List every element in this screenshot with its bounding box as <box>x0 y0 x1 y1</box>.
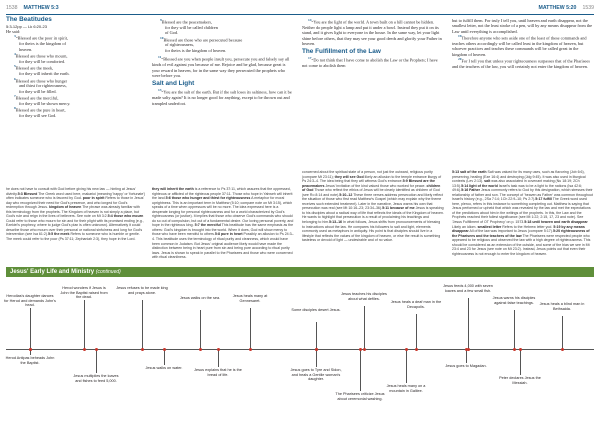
study-notes-col-1 <box>6 187 146 264</box>
note-text: he does not have to consult with God before giving his new law — hinting at Jesus' divinity. <box>6 187 136 196</box>
beatitude-lines <box>6 34 146 118</box>
note-heading: 5:5 the meek <box>48 232 70 237</box>
note-text: The phrase was already familiar with this terminology from the prophets. The Kingdom of heaven is not simply a place, but God's rule and reign in the lives of believers. See note on Mt 3:2. <box>6 205 140 219</box>
section-heading-fulfillment: The Fulfillment of the Law <box>302 48 381 56</box>
poetry-line <box>6 94 146 101</box>
timeline-event: Jesus heals many on a mountain in Galilee. <box>386 384 426 393</box>
timeline-title: Jesus' Early Life and Ministry <box>10 269 95 275</box>
poetry-line <box>6 52 146 59</box>
poetry-line <box>6 64 146 71</box>
timeline-event: Jesus goes to Magadan. <box>445 364 487 368</box>
timeline-marker <box>29 348 32 351</box>
right-running-ref: MATTHEW 5:20 <box>538 5 577 11</box>
verse-13-paragraph: $^{13}$“You are the salt of the earth. But if the salt loses its saltiness, how can it be made salty again? It is no longer good for anything, except to be thrown out and trampled underfoot. <box>152 88 292 106</box>
verse-number: 6 <box>14 76 16 81</box>
timeline-event: Jesus heals many at Gennesaret. <box>232 294 268 303</box>
line-text: for theirs is the kingdom of heaven. <box>165 47 227 53</box>
timeline-connector <box>364 306 365 349</box>
column-4 <box>452 18 594 70</box>
note-text: Jesus commonly refers to God by this designation, which stresses their relationship of father and son. The concept of 'heaven as Father' was common throughout Israel's history (e.g., 2Sa 7:14; 1Ch 22:9–10; Ps 2:7). <box>452 188 593 202</box>
header-rule <box>6 14 594 15</box>
poetry-line <box>6 113 146 118</box>
timeline-marker <box>83 348 86 351</box>
timeline-marker <box>363 348 366 351</box>
note-text: This beatitude has the same emphasis as the others: God's kingdom is brought into the world. When it does, God will show mercy to those who have been merciful to others. <box>152 223 294 237</box>
note-text: Refers to the Hebrew letter yod. <box>501 224 554 229</box>
note-heading: 5:17 fulfill <box>535 197 552 202</box>
line-text: Blessed are those who hunger <box>15 77 68 83</box>
note-text: Israel's task was to be a light to the nations (Isa 42:6; 49:6). <box>452 183 583 193</box>
note-text: In what follows, Jesus shifts from pronouncements of blessing to instructions about the law. He compares his followers to salt and light, elements commonly used as metaphors in antiquity. His point is that disciples should live in a lifestyle that reflects the values of the kingdom of heaven, or else the result is something tasteless or devoid of light — undesirable and of no value. <box>302 220 441 243</box>
poetry-line <box>152 48 292 53</box>
section-heading-salt-light: Salt and Light <box>152 80 195 88</box>
line-text: Blessed are the merciful, <box>15 95 59 101</box>
timeline-connector <box>468 298 469 349</box>
beatitude-lines-cont <box>152 18 292 53</box>
note-heading: children of God <box>302 183 441 193</box>
timeline-event: Jesus goes to Tyre and Sidon, and heals a Gentile woman's daughter. <box>290 368 342 381</box>
timeline-event: Jesus warns his disciples against false teachings. <box>492 296 536 305</box>
note-heading: they will inherit the earth <box>152 187 194 191</box>
line-text: for they will be comforted. <box>19 58 66 64</box>
verse-number: 9 <box>160 18 162 22</box>
timeline-marker <box>415 348 418 351</box>
poetry-line <box>152 36 292 43</box>
note-heading: 5:6 those who hunger and thirst for righteousness <box>165 196 251 201</box>
note-heading: kingdom of heaven <box>48 205 82 210</box>
line-text: for they will be filled. <box>19 88 57 94</box>
line-text: Blessed are those who mourn, <box>15 53 68 59</box>
timeline-marker <box>519 348 522 351</box>
column-3 <box>302 18 442 69</box>
section-heading-beatitudes: The Beatitudes <box>6 16 52 23</box>
timeline-event: Jesus multiplies the loaves and fishes to feed 5,000. <box>73 374 119 383</box>
timeline-connector <box>164 349 165 365</box>
study-notes-col-4 <box>452 170 594 264</box>
poetry-line <box>6 106 146 113</box>
line-text: of righteousness, <box>165 42 195 48</box>
note-heading: 5:8 pure in heart <box>214 232 243 237</box>
timeline-event: Jesus feeds 4,000 with seven loaves and a few small fish. <box>443 284 493 293</box>
note-heading: 5:20 righteousness of the Pharisees and the teachers of the law <box>452 229 590 238</box>
timeline-connector <box>200 310 201 349</box>
timeline-connector <box>30 308 31 349</box>
verse-number: 7 <box>14 94 16 99</box>
right-page-header <box>539 3 595 13</box>
timeline-connector <box>316 349 317 367</box>
timeline-event: Some disciples desert Jesus. <box>291 308 341 312</box>
left-page-header <box>6 3 59 13</box>
verse-20-paragraph: $^{20}$For I tell you that unless your righteousness surpasses that of the Pharisees and the teachers of the law, you will certainly not enter the kingdom of heaven. <box>452 57 590 70</box>
timeline-connector <box>142 300 143 349</box>
verse-number: 8 <box>14 106 16 111</box>
note-heading: 5:11 because of me <box>382 206 415 211</box>
note-heading: 5:13–16 <box>329 220 343 225</box>
note-text: is a reference to Ps 37:11, which assures that the oppressed, righteous or afflicted of the righteous people 37:11. Those who hope in Yahweh will inherit the land. <box>152 187 293 201</box>
timeline-event: Jesus walks on the sea. <box>179 296 221 300</box>
timeline-connector <box>250 308 251 349</box>
verse-17-paragraph: $^{17}$“Do not think that I have come to abolish the Law or the Prophets; I have not come to abolish them <box>302 56 438 69</box>
note-heading: salt <box>484 179 491 184</box>
note-text: The Pharisees were respected people who appeared to be religious and observed the law with a high degree of righteousness. This should be considered as an extension of the outside, and some of the bias we see in Mt 23:4 and 23 for Jesus (see note on Mt 23:2). Instead, Jesus points out that even their righteousness is not enough to enter the kingdom of heaven. <box>452 233 591 256</box>
timeline-continued: (continued) <box>95 269 121 275</box>
left-page-number: 1538 <box>6 5 18 11</box>
note-heading: 5:18 until heaven and earth disappear <box>524 220 588 225</box>
timeline-connector <box>406 349 407 383</box>
timeline-marker <box>465 348 468 351</box>
poetry-line <box>6 77 146 84</box>
poetry-line <box>6 34 146 41</box>
note-heading: 5:14 light of the world <box>461 183 498 188</box>
note-heading: 5:3 Blessed <box>17 191 38 196</box>
timeline-marker <box>513 348 516 351</box>
note-text: These three verses address persecution and likely reflect the situation of those who first read Matthew's Gospel (which may explain why the theme receives such extended treatment). Later in the narrative, Jesus warns his own that persecution was real (see Mt 10:16–23; 23:34–36). <box>302 192 443 211</box>
note-heading: 5:13 salt of the earth <box>452 170 487 174</box>
timeline-marker <box>141 348 144 351</box>
timeline-connector <box>84 300 85 349</box>
timeline-event: Herod Antipas beheads John the Baptist. <box>5 356 55 365</box>
verse-number: 5 <box>14 64 16 69</box>
note-text: The Greek word used here, makarioi (meaning 'happy' or 'fortunate') often indicates someone who is favored by God. <box>6 191 146 201</box>
timeline-marker <box>405 348 408 351</box>
timeline-event: Jesus heals a blind man in Bethsaida. <box>539 302 585 311</box>
timeline-event: Herodias's daughter dances for Herod and demands John's head. <box>4 294 56 307</box>
verse-14-paragraph: $^{14}$“You are the light of the world. A town built on a hill cannot be hidden. Neither do people light a lamp and put it under a bowl. Instead they put it on its stand, and it gives light to everyone in the house. In the same way, let your light shine before others, that they may see your good deeds and glorify your Father in heaven. <box>302 18 442 47</box>
line-text: of God. <box>165 30 179 36</box>
verse-number: 3 <box>14 34 16 39</box>
timeline-marker <box>561 348 564 351</box>
study-notes-col-2 <box>152 187 294 264</box>
line-text: heaven. <box>19 46 33 52</box>
note-text: Could refer to those who mourn for sin and for their plight with its promised ending (e.g., Ezekiel's prophecy, where to judge God's plan is often unknown). Alternatively it could describe those who mourn over their personal or national sinfulness and long for God's intervention (see Isa 61:2). <box>6 218 144 237</box>
timeline-event: Jesus teaches his disciples about what defiles. <box>341 292 387 301</box>
timeline-event: Jesus explains that he is the bread of life. <box>194 368 242 377</box>
left-running-ref: MATTHEW 5:3 <box>23 5 59 11</box>
line-text: Blessed are those who are persecuted because <box>163 37 243 43</box>
note-text: Jesus is speaking to his disciples about a radical way of life that reflects the ideals of the Kingdom of heaven. He wants to highlight that persecution is a result of proclaiming his teachings and belonging to him. <box>302 206 444 225</box>
note-heading: 5:4 those who mourn <box>107 214 144 219</box>
note-heading: 5:10–12 <box>339 192 353 197</box>
timeline-event: Peter declares Jesus the Messiah. <box>499 376 541 385</box>
timeline-marker <box>217 348 220 351</box>
verse-18-paragraph: but to fulfill them. For truly I tell you, until heaven and earth disappear, not the smallest letter, not the least stroke of a pen, will by any means disappear from the Law until everything is accomplished. <box>452 18 593 34</box>
line-text: Blessed are the peacemakers, <box>161 19 213 25</box>
poetry-line <box>152 18 292 25</box>
note-heading: 5:19 by any means disappear <box>452 224 585 234</box>
timeline-connector <box>316 322 317 349</box>
note-text: Likely an idiom. <box>452 224 478 229</box>
line-text: “Blessed are the poor in spirit, <box>15 35 69 41</box>
timeline-event: Herod wonders if Jesus is John the Baptist raised from the dead. <box>60 286 108 299</box>
note-heading: 5:16 Father <box>461 188 481 193</box>
timeline-event: Jesus walks on water. <box>145 366 183 370</box>
timeline-marker <box>199 348 202 351</box>
timeline-connector <box>520 349 521 375</box>
timeline-connector <box>466 349 467 363</box>
study-notes-col-3 <box>302 170 444 264</box>
line-text: for theirs is the kingdom of <box>19 41 66 47</box>
note-heading: they will see God <box>334 174 364 179</box>
note-text: Salt was valued for its many uses, such as flavoring (Job 6:6), preserving, healing (Eze 16:4) and destroying (Jdg 9:45). It was also used in liturgical contexts (Lev 2:13). <box>452 170 586 184</box>
line-text: for they will see God. <box>19 113 57 119</box>
line-text: for they will inherit the earth. <box>19 71 70 77</box>
note-text: Those who reflect the ethics of Jesus will be clearly identified as children of God (see Ro 8:14 and note). <box>302 188 440 197</box>
timeline-connector <box>514 310 515 349</box>
timeline-connector <box>96 349 97 373</box>
note-text: was also associated in covenant making (Nu 18:19; 2Ch 13:5). <box>452 179 580 188</box>
note-text: Refers to those in Jesus' day who recognized their need for God's presence, and who longed for God's redemption through Jesus. <box>6 196 145 210</box>
note-heading: smallest letter <box>477 224 502 229</box>
note-heading: 5:9 Blessed are the peacemakers <box>302 179 435 188</box>
timeline-title-bar <box>6 267 594 277</box>
timeline-connector <box>360 349 361 391</box>
verse-number: 4 <box>14 52 16 57</box>
line-text: Blessed are the meek, <box>15 65 54 71</box>
line-text: and thirst for righteousness, <box>19 83 67 89</box>
note-heading: poor in spirit <box>82 196 105 201</box>
verse-19-paragraph: $^{19}$Therefore anyone who sets aside one of the least of these commands and teaches others accordingly will be called least in the kingdom of heaven, but whoever practices and teaches these commands will be called great in the kingdom of heaven. <box>452 34 587 57</box>
line-text: Blessed are the pure in heart, <box>15 107 66 113</box>
timeline-marker <box>163 348 166 351</box>
verse-11-paragraph: $^{11}$“Blessed are you when people insult you, persecute you and falsely say all kinds of evil against you because of me. Rejoice and be glad, because great is your reward in heaven, for in the same way they persecuted the prophets who were before you. <box>152 55 290 78</box>
note-text: A metaphor for moral uprightness. This is an important term in Matthew (5:10; compare note on Mt 3:15), which speaks of a time when oppressors will be no more. The idea expressed here is a desperate longing for personal righteousness and for a world characterized by God's righteousness (or justice). It implies that those who observe God's commands who should do so out of compulsion, but out of a fundamental desire. Our loving personal poverty, and hope in the righteous king. <box>152 196 294 228</box>
timeline-marker <box>249 348 252 351</box>
line-text: for they will be called children <box>165 24 218 30</box>
verse-number: 10 <box>160 35 164 40</box>
timeline-connector <box>218 349 219 367</box>
note-text: Jesus' invitation of the kind valued those who worked for peace. <box>324 183 427 188</box>
note-heading: 5:7 the merciful <box>194 223 221 228</box>
intro-line: He said: <box>6 29 21 34</box>
note-text: All of the law was important to Jesus (compare 5:17). <box>468 229 553 234</box>
right-page-number: 1539 <box>582 5 594 11</box>
note-text: Refers to someone who is humble or gentle. The meek could refer to the poor (Ps 37:11; Zephaniah 2:3), they hope in the Lord. <box>6 232 140 242</box>
timeline-connector <box>562 316 563 349</box>
parallel-reference: 5:3-12pp — Lk 6:20-23 <box>6 24 47 29</box>
column-2 <box>152 18 292 106</box>
timeline-marker <box>359 348 362 351</box>
note-text: concerned about the spiritual state of a person, not just the outward, religious purity (compare Mt 23:11); <box>302 170 433 179</box>
timeline-connector <box>416 314 417 349</box>
note-text: The Greek word used here, pleroo, refers in this instance to something completing out. Matthew is saying that Jesus performed or upheld that which was revealed by the law and met the expectations of the predictions about him in the writings of the prophets. In this, the Law and the Prophets reached their fullest significance (see Mt 1:22; 2:15, 17, 23 and note). See 'Jesus Fulfillment of OT Prophecy' on p. 1573. <box>452 197 591 225</box>
column-1 <box>6 16 146 119</box>
timeline-event: The Pharisees criticize Jesus about ceremonial washing. <box>335 392 385 401</box>
timeline-event: Jesus heals a deaf man in the Decapolis. <box>390 300 442 309</box>
note-text: likely an allusion to the temple entrance liturgy of Ps 24:3–4. The idea being that they will witness God's entrance. <box>302 174 442 184</box>
timeline-event: Jesus refuses to be made king and prays alone. <box>116 286 168 295</box>
note-text: Possibly an allusion to Ps 24:3–4. This beatitude uses the terminology of ritual purity and cleanness, which would have been common in Judaism. But Jesus' original audience likely would have made the distinction between being in heart pure from sin and being pure according to ritual purity laws. Jesus is shown to speak in parallel to the Pharisees and those who were concerned with ritual cleanliness. <box>152 232 294 260</box>
timeline-marker <box>315 348 318 351</box>
line-text: for they will be shown mercy. <box>19 100 71 106</box>
timeline-marker <box>95 348 98 351</box>
